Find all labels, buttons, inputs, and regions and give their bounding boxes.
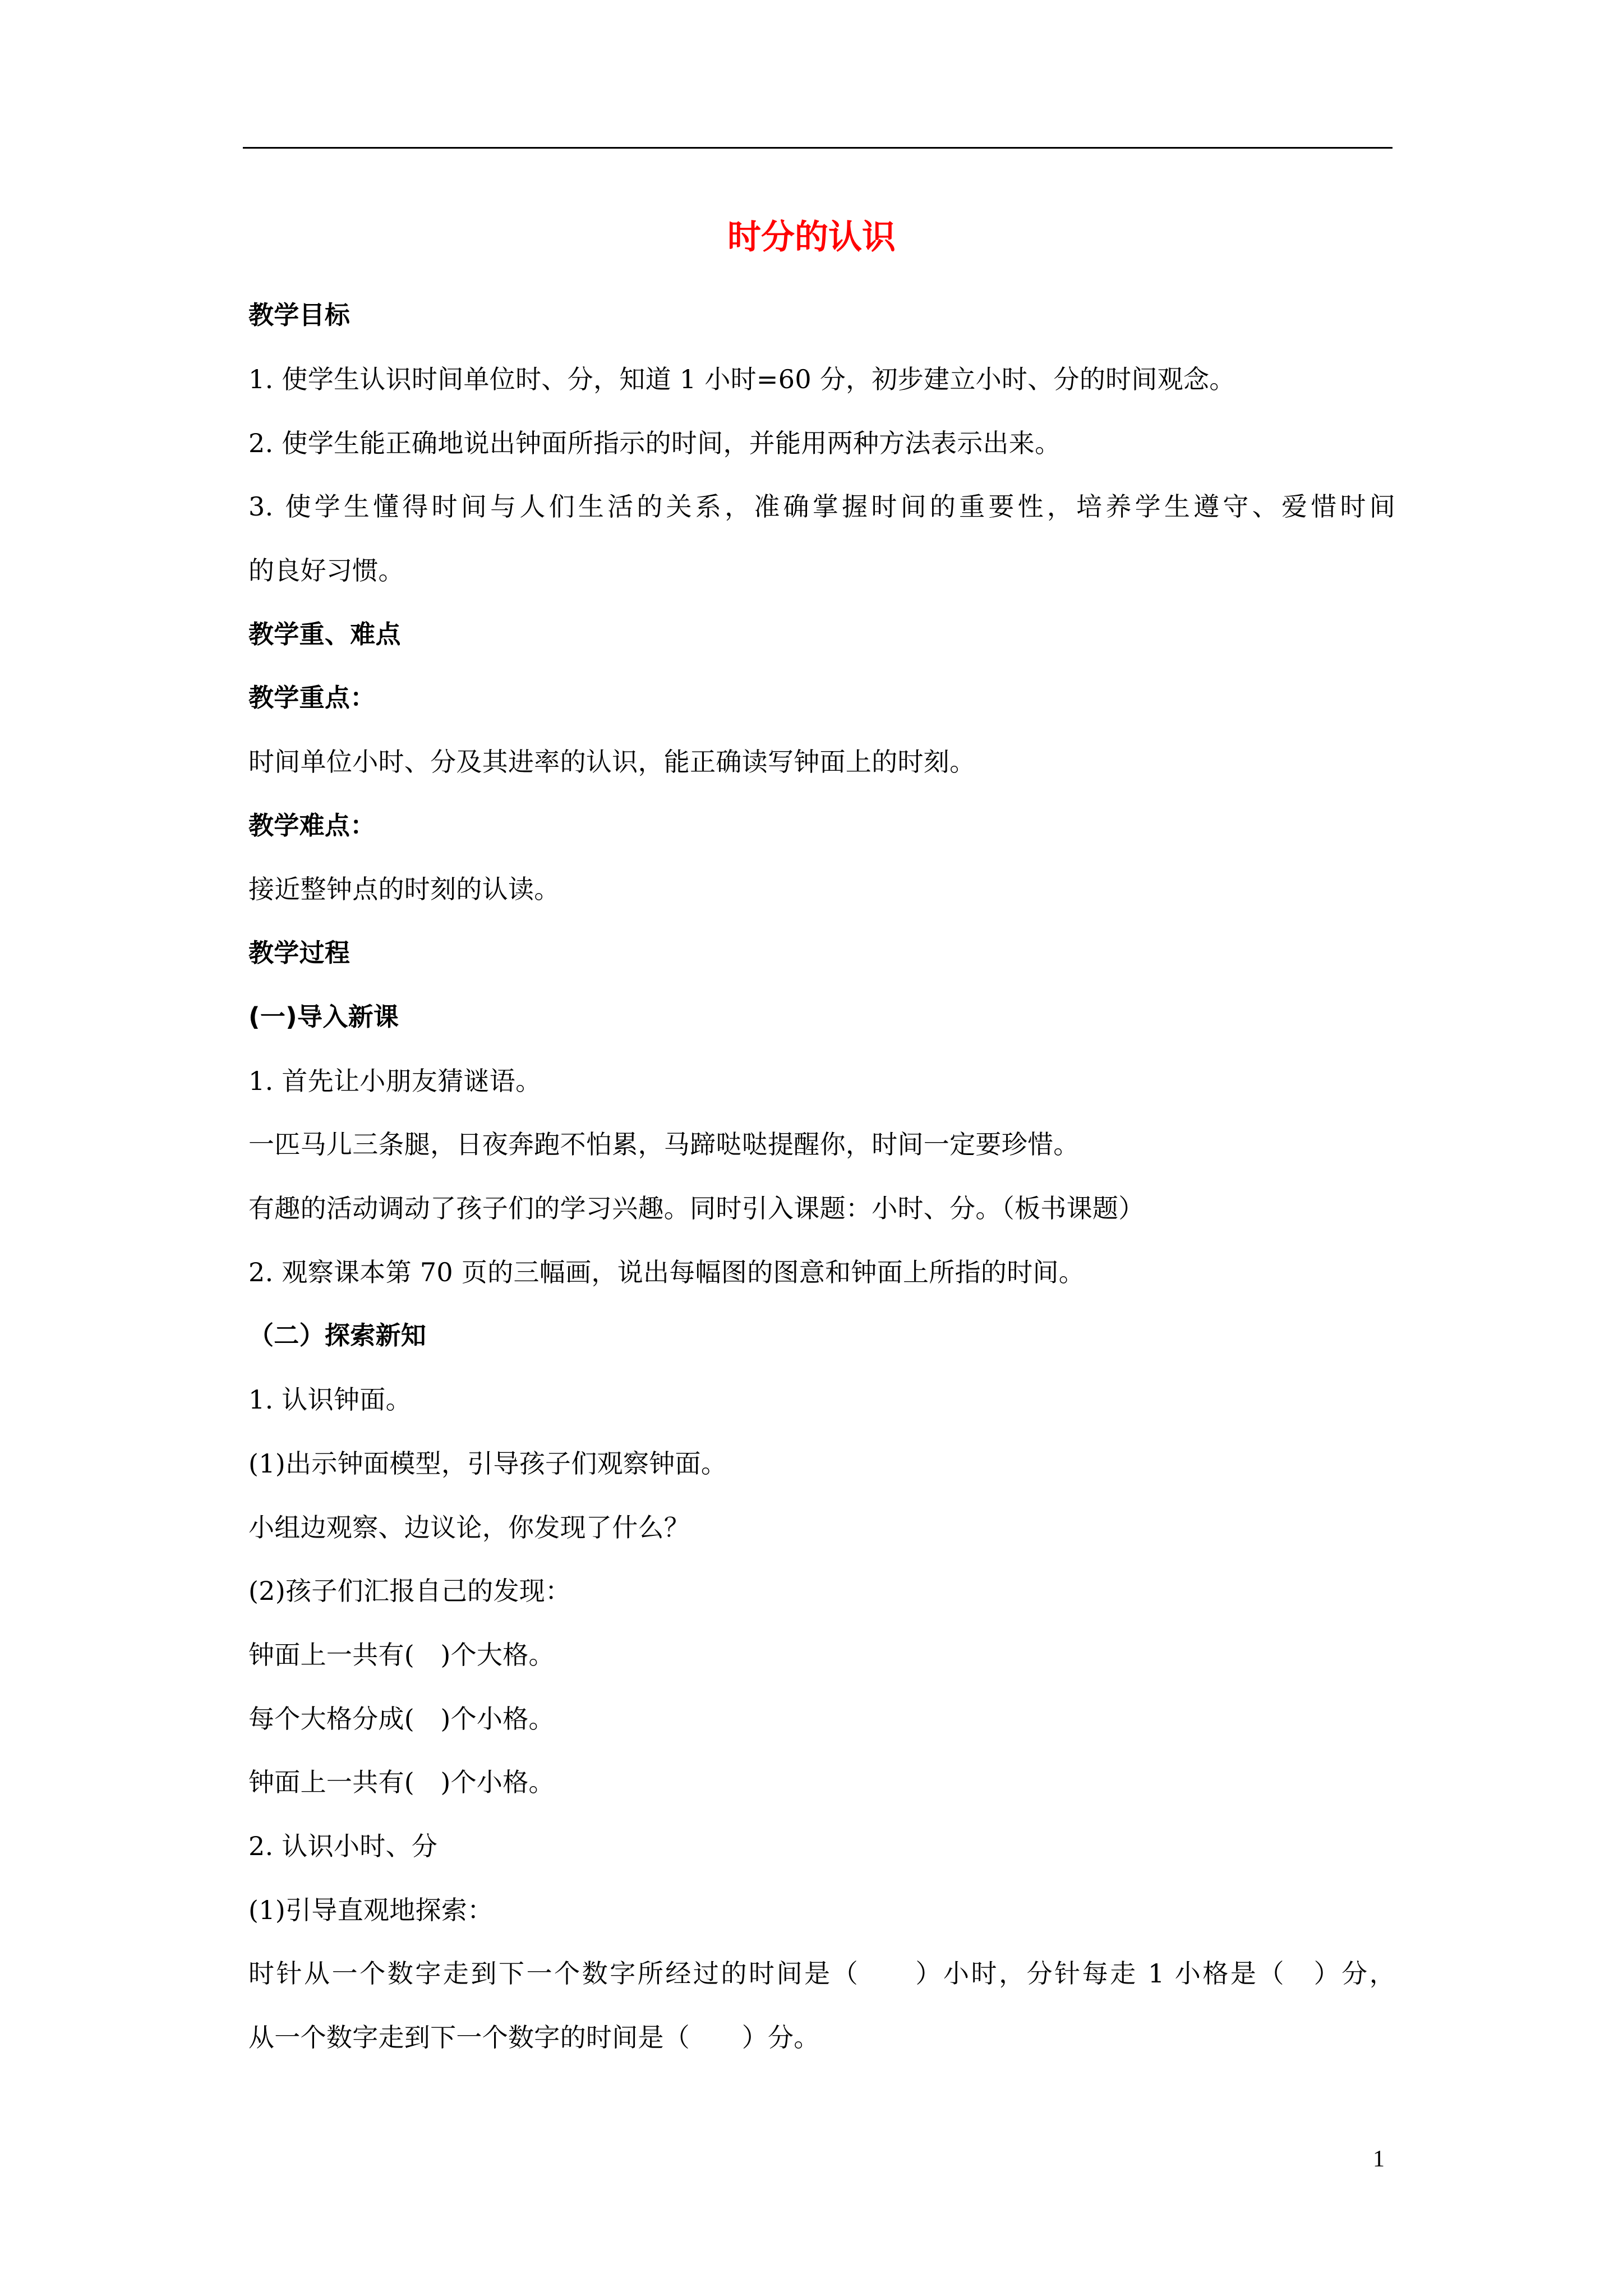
group-discussion-text: 小组边观察、边议论，你发现了什么？ <box>248 1512 690 1543</box>
difficult-points-text: 接近整钟点的时刻的认读。 <box>248 874 560 904</box>
explore-step-1-2: (2)孩子们汇报自己的发现： <box>248 1576 571 1606</box>
explore-step-2-1: (1)引导直观地探索： <box>248 1895 494 1925</box>
blank-small-per-big: 每个大格分成( )个小格。 <box>248 1704 555 1734</box>
section-heading-key-difficult: 教学重、难点 <box>248 619 401 649</box>
hour-minute-blank-line-2: 从一个数字走到下一个数字的时间是（ ）分。 <box>248 2022 820 2053</box>
subheading-difficult-points: 教学难点： <box>248 811 376 840</box>
subheading-explore: （二）探索新知 <box>248 1320 427 1350</box>
explore-step-2: 2. 认识小时、分 <box>248 1831 438 1861</box>
objective-3-continued: 的良好习惯。 <box>248 555 404 586</box>
hour-minute-blank-line-1: 时针从一个数字走到下一个数字所经过的时间是（ ）小时，分针每走 1 小格是（ ）分， <box>248 1958 1395 1989</box>
intro-step-1: 1. 首先让小朋友猜谜语。 <box>248 1066 542 1096</box>
intro-activity-text: 有趣的活动调动了孩子们的学习兴趣。同时引入课题：小时、分。（板书课题） <box>248 1193 1145 1223</box>
header-rule <box>243 147 1393 149</box>
objective-3: 3. 使学生懂得时间与人们生活的关系，准确掌握时间的重要性，培养学生遵守、爱惜时间 <box>248 491 1395 522</box>
blank-small-total: 钟面上一共有( )个小格。 <box>248 1767 555 1797</box>
page-number: 1 <box>1373 2146 1385 2172</box>
subheading-introduction: (一)导入新课 <box>248 1002 399 1032</box>
objective-2: 2. 使学生能正确地说出钟面所指示的时间，并能用两种方法表示出来。 <box>248 428 1061 458</box>
objective-1: 1. 使学生认识时间单位时、分，知道 1 小时=60 分，初步建立小时、分的时间观念。 <box>248 364 1235 394</box>
blank-big-divisions: 钟面上一共有( )个大格。 <box>248 1640 555 1670</box>
section-heading-objectives: 教学目标 <box>248 300 351 330</box>
riddle-text: 一匹马儿三条腿，日夜奔跑不怕累，马蹄哒哒提醒你，时间一定要珍惜。 <box>248 1129 1080 1159</box>
explore-step-1: 1. 认识钟面。 <box>248 1384 412 1415</box>
subheading-key-points: 教学重点： <box>248 683 376 712</box>
explore-step-1-1: (1)出示钟面模型，引导孩子们观察钟面。 <box>248 1448 727 1479</box>
key-points-text: 时间单位小时、分及其进率的认识，能正确读写钟面上的时刻。 <box>248 747 976 777</box>
document-title: 时分的认识 <box>727 218 896 257</box>
intro-step-2: 2. 观察课本第 70 页的三幅画，说出每幅图的图意和钟面上所指的时间。 <box>248 1257 1085 1287</box>
section-heading-process: 教学过程 <box>248 938 351 968</box>
